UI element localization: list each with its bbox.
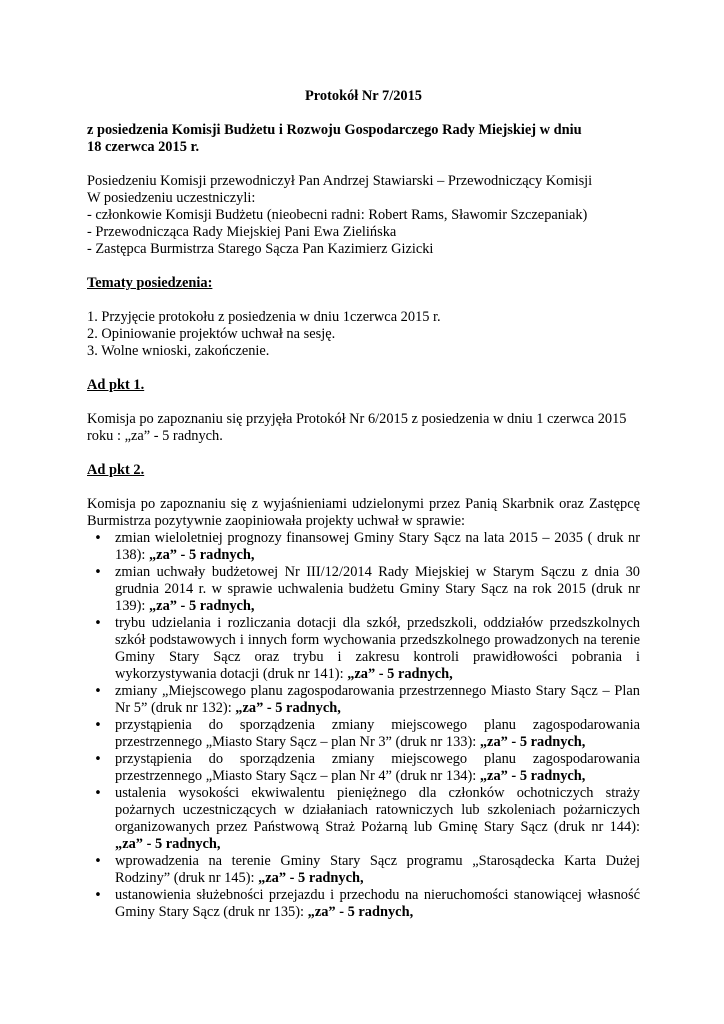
subtitle-line-1: z posiedzenia Komisji Budżetu i Rozwoju Gospodarczego Rady Miejskiej w dniu <box>87 122 582 138</box>
list-item: • zmian uchwały budżetowej Nr III/12/2014 Rady Miejskiej w Starym Sączu z dnia 30 grudnia 2014 r. w sprawie uchwalenia budżetu Gminy Stary Sącz na rok 2015 (druk nr 139): „za” - 5 radnych, <box>87 564 640 615</box>
topics-list <box>87 309 640 360</box>
pkt1-heading: Ad pkt 1. <box>87 377 145 393</box>
resolutions-list <box>87 530 640 921</box>
list-item: • zmiany „Miejscowego planu zagospodarowania przestrzennego Miasto Stary Sącz – Plan Nr 5” (druk nr 132): „za” - 5 radnych, <box>87 683 640 717</box>
pkt2-heading: Ad pkt 2. <box>87 462 145 478</box>
participant-line: - Przewodnicząca Rady Miejskiej Pani Ewa Zielińska <box>87 224 397 240</box>
bullet-icon: • <box>94 616 102 631</box>
list-item: • przystąpienia do sporządzenia zmiany miejscowego planu zagospodarowania przestrzennego „Miasto Stary Sącz – plan Nr 4” (druk nr 134): „za” - 5 radnych, <box>87 751 640 785</box>
topic-item: 3. Wolne wnioski, zakończenie. <box>87 343 270 359</box>
list-item: • ustanowienia służebności przejazdu i przechodu na nieruchomości stanowiącej własność Gminy Stary Sącz (druk nr 135): „za” - 5 radnych, <box>87 887 640 921</box>
bullet-icon: • <box>94 565 102 580</box>
vote-result: „za” - 5 radnych, <box>347 666 453 682</box>
pkt1-text-line-1: Komisja po zapoznaniu się przyjęła Protokół Nr 6/2015 z posiedzenia w dniu 1 czerwca 2015 <box>87 411 627 427</box>
bullet-icon: • <box>94 854 102 869</box>
list-item: • wprowadzenia na terenie Gminy Stary Sącz programu „Starosądecka Karta Dużej Rodziny” (druk nr 145): „za” - 5 radnych, <box>87 853 640 887</box>
bullet-icon: • <box>94 786 102 801</box>
list-item: • trybu udzielania i rozliczania dotacji dla szkół, przedszkoli, oddziałów przedszkolnych szkół podstawowych i innych form wychowania przedszkolnego prowadzonych na terenie Gminy Stary Sącz oraz trybu i zakresu kontroli prawidłowości pobrania i wykorzystywania dotacji (druk nr 141): „za” - 5 radnych, <box>87 615 640 683</box>
topics-heading: Tematy posiedzenia: <box>87 275 213 291</box>
vote-result: „za” - 5 radnych, <box>479 768 586 784</box>
bullet-icon: • <box>94 531 102 546</box>
vote-result: „za” - 5 radnych, <box>235 700 341 716</box>
document-title: Protokół Nr 7/2015 <box>305 88 422 104</box>
subtitle-line-2: 18 czerwca 2015 r. <box>87 139 200 155</box>
pkt1-text-line-2: roku : „za” - 5 radnych. <box>87 428 223 444</box>
vote-result: „za” - 5 radnych, <box>115 836 221 852</box>
document-page <box>87 88 640 921</box>
bullet-icon: • <box>94 888 102 903</box>
pkt1-text <box>87 411 640 445</box>
participant-line: - członkowie Komisji Budżetu (nieobecni radni: Robert Rams, Sławomir Szczepaniak) <box>87 207 588 223</box>
participant-line: - Zastępca Burmistrza Starego Sącza Pan Kazimierz Gizicki <box>87 241 434 257</box>
pkt2-intro: Komisja po zapoznaniu się z wyjaśnieniami udzielonymi przez Panią Skarbnik oraz Zastępcę Burmistrza pozytywnie zaopiniowała projekty uchwał w sprawie: <box>87 496 640 529</box>
vote-result: „za” - 5 radnych, <box>148 547 255 563</box>
document-subtitle <box>87 122 640 156</box>
participants-label: W posiedzeniu uczestniczyli: <box>87 190 256 206</box>
topic-item: 2. Opiniowanie projektów uchwał na sesję. <box>87 326 336 342</box>
chair-line: Posiedzeniu Komisji przewodniczył Pan Andrzej Stawiarski – Przewodniczący Komisji <box>87 173 593 189</box>
list-item: • ustalenia wysokości ekwiwalentu pieniężnego dla członków ochotniczych straży pożarnych uczestniczących w działaniach ratowniczych lub szkoleniach pożarniczych organizowanych przez Państwową Straż Pożarną lub Gminę Stary Sącz (druk nr 144): „za” - 5 radnych, <box>87 785 640 853</box>
list-item: • przystąpienia do sporządzenia zmiany miejscowego planu zagospodarowania przestrzennego „Miasto Stary Sącz – plan Nr 3” (druk nr 133): „za” - 5 radnych, <box>87 717 640 751</box>
attendance-section <box>87 173 640 258</box>
vote-result: „za” - 5 radnych, <box>258 870 364 886</box>
bullet-icon: • <box>94 718 102 733</box>
bullet-icon: • <box>94 684 102 699</box>
list-item: • zmian wieloletniej prognozy finansowej Gminy Stary Sącz na lata 2015 – 2035 ( druk nr 138): „za” - 5 radnych, <box>87 530 640 564</box>
vote-result: „za” - 5 radnych, <box>479 734 586 750</box>
vote-result: „za” - 5 radnych, <box>148 598 255 614</box>
bullet-icon: • <box>94 752 102 767</box>
topic-item: 1. Przyjęcie protokołu z posiedzenia w dniu 1czerwca 2015 r. <box>87 309 441 325</box>
vote-result: „za” - 5 radnych, <box>307 904 414 920</box>
